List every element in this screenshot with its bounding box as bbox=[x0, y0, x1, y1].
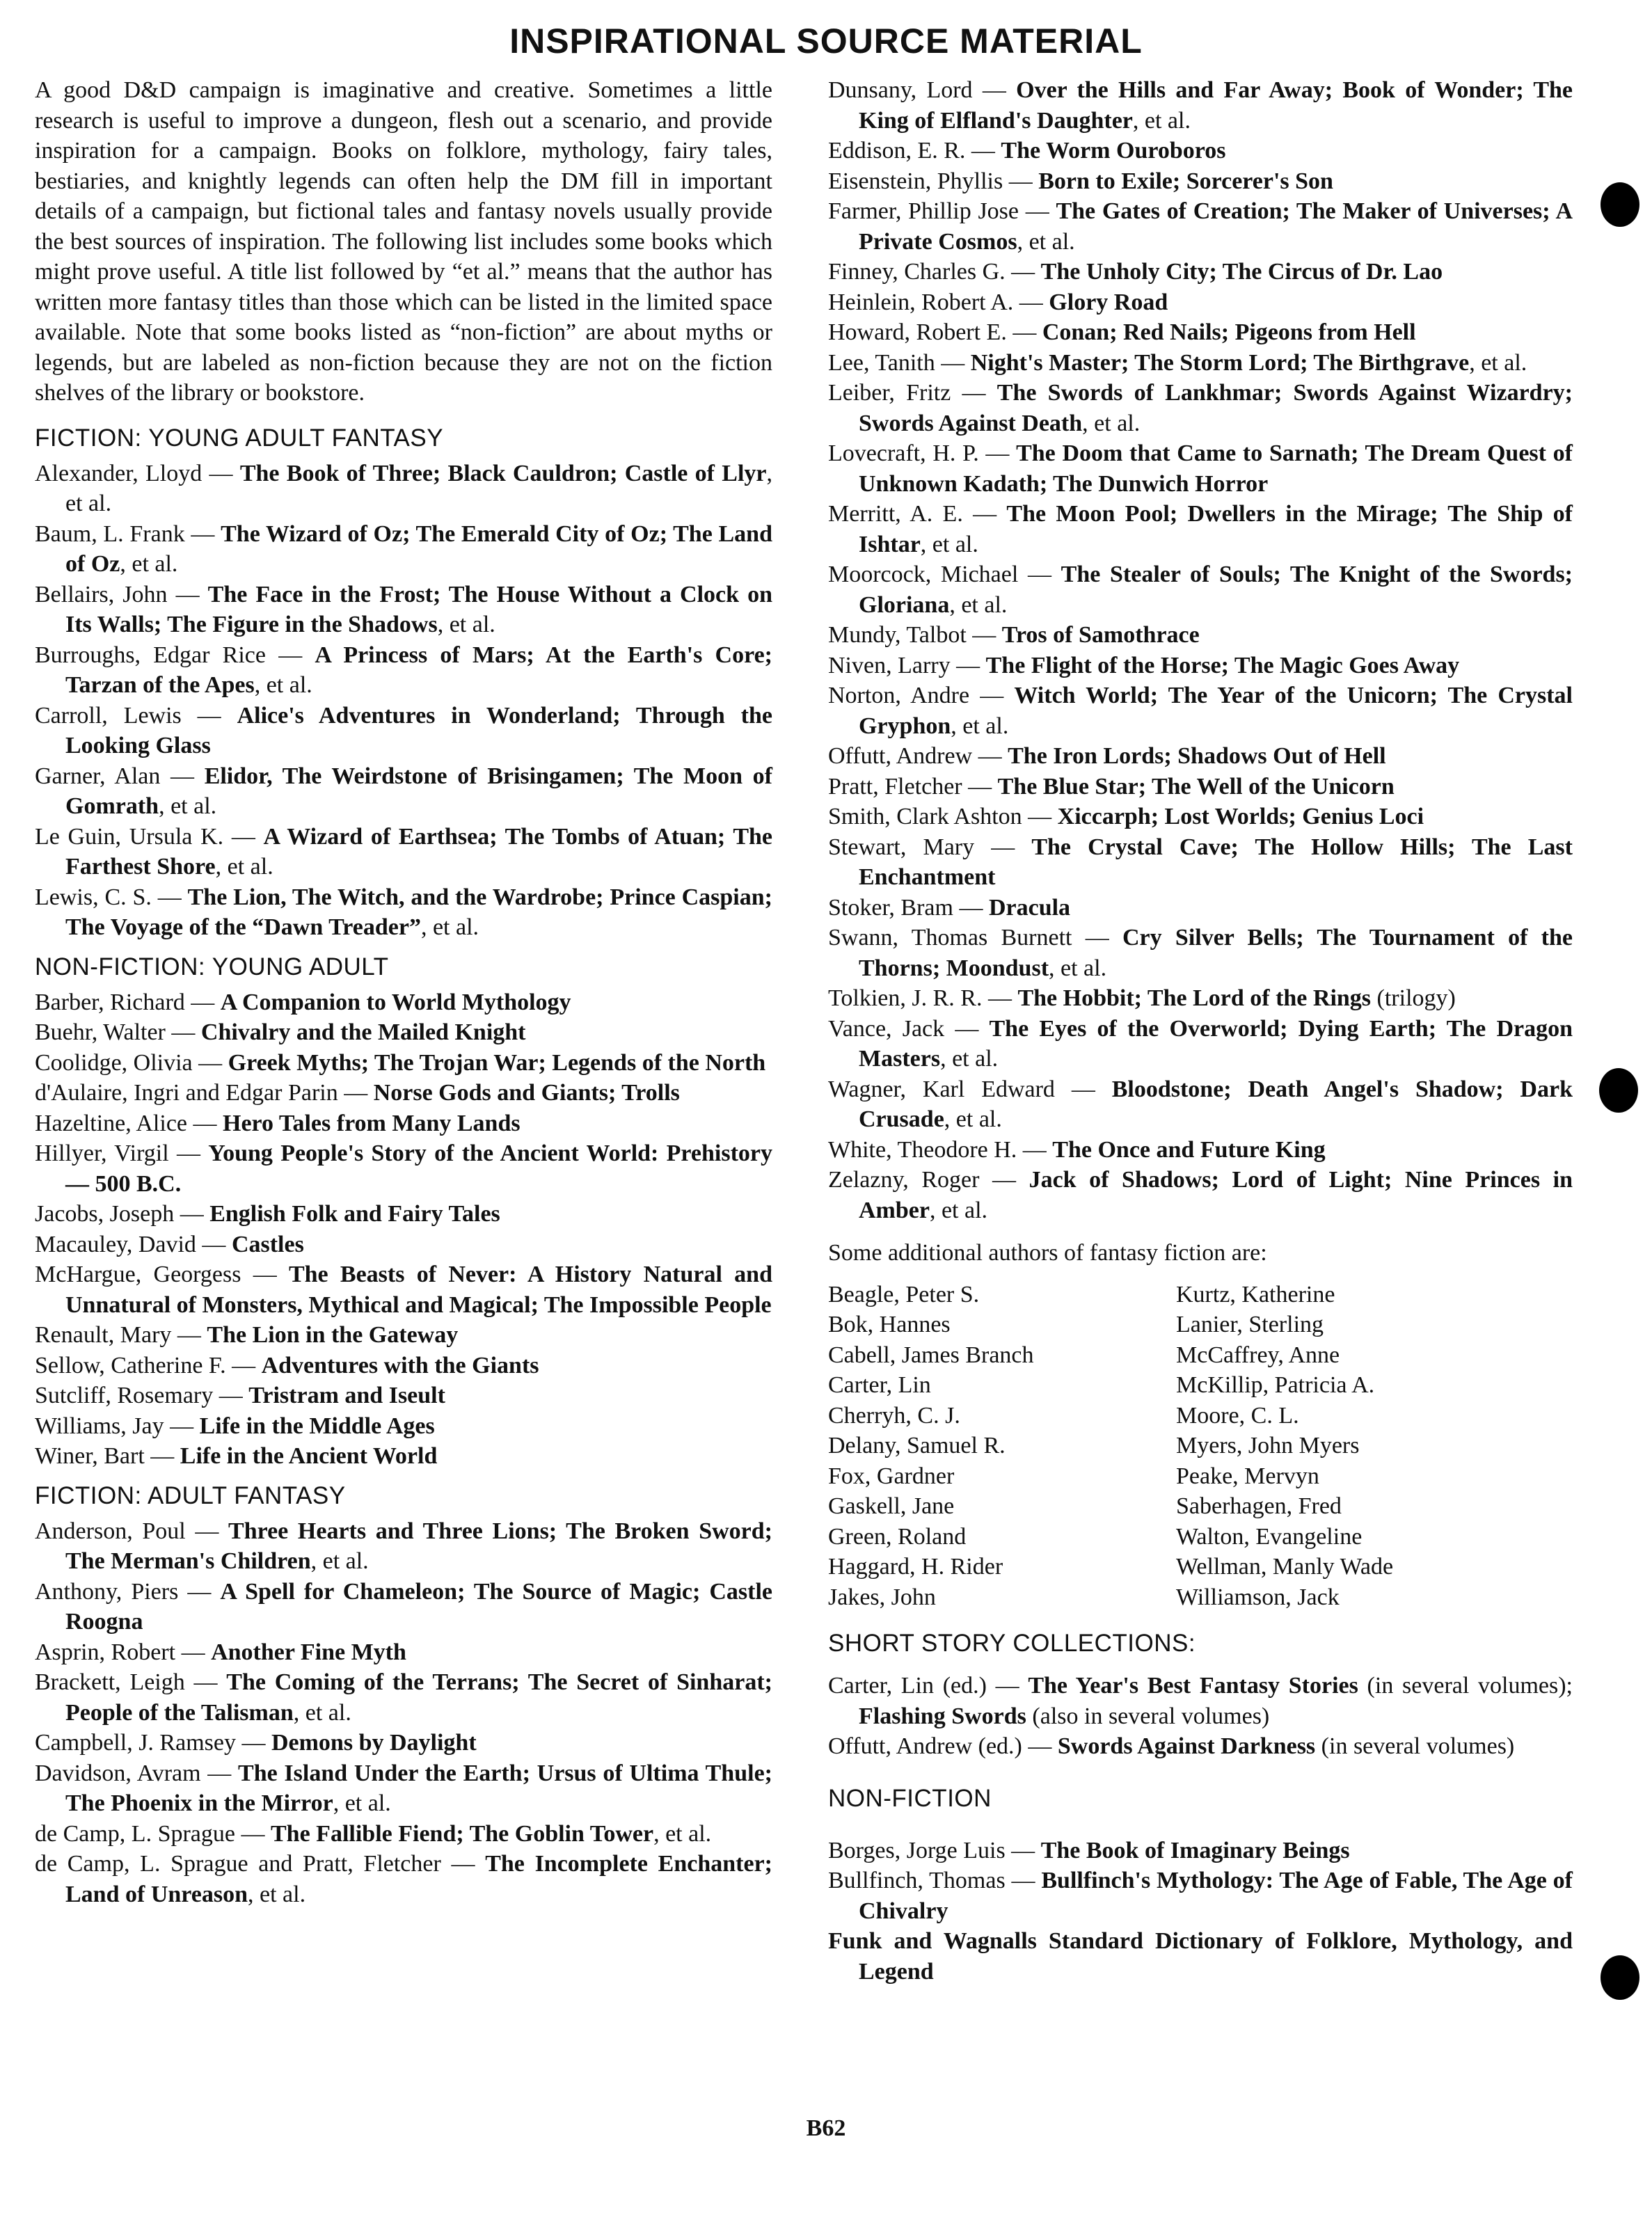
entry-titles: Adventures with the Giants bbox=[261, 1352, 539, 1378]
book-entry bbox=[35, 1138, 772, 1199]
additional-authors-grid bbox=[828, 1280, 1573, 1613]
entry-author: Tolkien, J. R. R. — bbox=[828, 985, 1018, 1011]
additional-author: Lanier, Sterling bbox=[1176, 1312, 1324, 1337]
additional-author: Delany, Samuel R. bbox=[828, 1433, 1006, 1458]
left-sections bbox=[35, 422, 772, 1910]
entry-suffix: , et al. bbox=[215, 854, 273, 880]
entry-suffix: , et al. bbox=[940, 1046, 999, 1072]
book-entry bbox=[828, 348, 1573, 379]
entry-author: White, Theodore H. — bbox=[828, 1136, 1053, 1163]
entry-text: (in several volumes); bbox=[1358, 1673, 1573, 1699]
book-entry bbox=[35, 822, 772, 882]
book-entry bbox=[828, 923, 1573, 983]
entry-author: Leiber, Fritz — bbox=[828, 380, 997, 406]
non-fiction-heading: NON-FICTION bbox=[828, 1784, 992, 1812]
entry-text: (in several volumes) bbox=[1315, 1733, 1515, 1759]
entry-author: Le Guin, Ursula K. — bbox=[35, 823, 264, 850]
entry-titles: The Beasts of Never: A History Natural and Unnatural of Monsters, Mythical and Magical; The Impossible People bbox=[65, 1262, 772, 1318]
additional-author: Bok, Hannes bbox=[828, 1312, 951, 1337]
additional-author: McKillip, Patricia A. bbox=[1176, 1372, 1375, 1398]
entry-author: Anthony, Piers — bbox=[35, 1578, 221, 1605]
book-entry bbox=[35, 640, 772, 701]
entry-author: Alexander, Lloyd — bbox=[35, 460, 240, 486]
book-entry bbox=[35, 580, 772, 640]
entry-titles: Conan; Red Nails; Pigeons from Hell bbox=[1042, 319, 1416, 345]
entry-author: Barber, Richard — bbox=[35, 989, 221, 1015]
entry-author: Finney, Charles G. — bbox=[828, 259, 1041, 285]
book-entry bbox=[828, 1866, 1573, 1926]
additional-author: Green, Roland bbox=[828, 1523, 967, 1550]
entry-suffix: , et al. bbox=[333, 1790, 391, 1816]
page-title: INSPIRATIONAL SOURCE MATERIAL bbox=[509, 22, 1143, 61]
book-entry bbox=[35, 1108, 772, 1139]
entry-titles: Chivalry and the Mailed Knight bbox=[200, 1019, 526, 1045]
entry-titles: The Year's Best Fantasy Stories bbox=[1028, 1673, 1358, 1699]
entry-titles: The Wizard of Oz; The Emerald City of Oz; The Land of Oz bbox=[65, 520, 772, 577]
entry-titles: The Book of Three; Black Cauldron; Castle of Llyr bbox=[239, 460, 767, 486]
section-heading: FICTION: YOUNG ADULT FANTASY bbox=[35, 424, 444, 452]
book-entry bbox=[35, 882, 772, 943]
book-entry bbox=[35, 1758, 772, 1819]
book-entry bbox=[35, 459, 772, 519]
book-entry bbox=[35, 1381, 772, 1411]
entry-titles: Tros of Samothrace bbox=[1001, 622, 1200, 648]
book-entry bbox=[35, 1577, 772, 1637]
book-entry bbox=[828, 1836, 1573, 1866]
entry-titles: The Incomplete Enchanter; Land of Unreason bbox=[65, 1851, 772, 1907]
entry-author: Hazeltine, Alice — bbox=[35, 1110, 223, 1136]
book-entry bbox=[828, 802, 1573, 832]
book-entry bbox=[35, 761, 772, 822]
book-entry bbox=[828, 772, 1573, 802]
book-entry bbox=[828, 1135, 1573, 1166]
entry-suffix: , et al. bbox=[951, 713, 1009, 739]
entry-author: McHargue, Georgess — bbox=[35, 1262, 289, 1287]
additional-authors-right bbox=[1176, 1280, 1524, 1613]
entry-titles: Norse Gods and Giants; Trolls bbox=[373, 1080, 680, 1106]
additional-author: Saberhagen, Fred bbox=[1176, 1493, 1342, 1519]
entry-suffix: , et al. bbox=[929, 1197, 988, 1223]
entry-suffix: , et al. bbox=[653, 1820, 712, 1847]
entry-titles: Night's Master; The Storm Lord; The Birthgrave bbox=[970, 349, 1470, 376]
entry-text: Carter, Lin (ed.) — bbox=[828, 1673, 1028, 1699]
left-column bbox=[35, 75, 772, 1909]
entry-author: Sellow, Catherine F. — bbox=[35, 1352, 262, 1378]
entry-titles: The Doom that Came to Sarnath; The Dream Quest of Unknown Kadath; The Dunwich Horror bbox=[859, 440, 1573, 497]
entry-author: d'Aulaire, Ingri and Edgar Parin — bbox=[35, 1080, 374, 1106]
entry-titles: Three Hearts and Three Lions; The Broken Sword; The Merman's Children bbox=[65, 1518, 772, 1574]
entry-titles: Flashing Swords bbox=[859, 1703, 1026, 1729]
book-entry bbox=[828, 166, 1573, 197]
entry-titles: Life in the Ancient World bbox=[180, 1443, 438, 1469]
binder-hole-top-icon bbox=[1601, 182, 1639, 227]
short-story-heading: SHORT STORY COLLECTIONS: bbox=[828, 1630, 1196, 1657]
additional-author: Fox, Gardner bbox=[828, 1463, 955, 1489]
entry-titles: The Flight of the Horse; The Magic Goes Away bbox=[985, 652, 1460, 678]
entry-author: Offutt, Andrew — bbox=[828, 743, 1008, 769]
entry-author: Carroll, Lewis — bbox=[35, 702, 237, 729]
entry-author: Anderson, Poul — bbox=[35, 1518, 229, 1544]
binder-hole-middle-icon bbox=[1599, 1068, 1638, 1113]
book-entry bbox=[35, 1199, 772, 1230]
book-entry bbox=[828, 893, 1573, 923]
book-entry bbox=[828, 438, 1573, 499]
entry-text: Bullfinch, Thomas — bbox=[828, 1868, 1042, 1893]
entry-suffix: , et al. bbox=[159, 793, 217, 819]
additional-authors-left bbox=[828, 1280, 1176, 1613]
entry-author: Brackett, Leigh — bbox=[35, 1669, 227, 1695]
entry-titles: The Blue Star; The Well of the Unicorn bbox=[997, 773, 1395, 800]
book-entry bbox=[35, 1637, 772, 1668]
entry-titles: A Spell for Chameleon; The Source of Magic; Castle Roogna bbox=[65, 1578, 772, 1635]
entry-titles: Born to Exile; Sorcerer's Son bbox=[1038, 168, 1333, 194]
entry-titles: The Moon Pool; Dwellers in the Mirage; The Ship of Ishtar bbox=[859, 501, 1573, 557]
entry-titles: Jack of Shadows; Lord of Light; Nine Princes in Amber bbox=[859, 1167, 1573, 1223]
entry-titles: The Hobbit; The Lord of the Rings bbox=[1017, 985, 1372, 1011]
book-entry bbox=[828, 317, 1573, 348]
entry-titles: Funk and Wagnalls Standard Dictionary of Folklore, Mythology, and Legend bbox=[828, 1928, 1573, 1985]
additional-author: Jakes, John bbox=[828, 1584, 936, 1610]
book-entry bbox=[828, 1014, 1573, 1074]
entry-titles: The Lion in the Gateway bbox=[207, 1322, 459, 1348]
entry-titles: The Fallible Fiend; The Goblin Tower bbox=[271, 1820, 654, 1847]
entry-suffix: , et al. bbox=[120, 551, 178, 577]
entry-titles: The Once and Future King bbox=[1052, 1136, 1326, 1163]
book-entry bbox=[828, 1671, 1573, 1731]
entry-author: Vance, Jack — bbox=[828, 1015, 990, 1042]
entry-titles: The Crystal Cave; The Hollow Hills; The Last Enchantment bbox=[859, 834, 1573, 890]
entry-author: Smith, Clark Ashton — bbox=[828, 804, 1058, 829]
entry-author: Sutcliff, Rosemary — bbox=[35, 1383, 249, 1408]
book-entry bbox=[35, 1320, 772, 1351]
entry-text: Offutt, Andrew (ed.) — bbox=[828, 1733, 1058, 1759]
book-entry bbox=[828, 136, 1573, 166]
book-entry bbox=[828, 832, 1573, 893]
additional-author: Cabell, James Branch bbox=[828, 1342, 1034, 1368]
entry-text: Borges, Jorge Luis — bbox=[828, 1837, 1041, 1863]
entry-author: Jacobs, Joseph — bbox=[35, 1201, 210, 1227]
book-entry bbox=[35, 1441, 772, 1472]
book-entry bbox=[35, 1411, 772, 1442]
non-fiction-list bbox=[828, 1836, 1573, 1987]
entry-author: Mundy, Talbot — bbox=[828, 622, 1002, 648]
book-entry bbox=[35, 1351, 772, 1381]
entry-author: Garner, Alan — bbox=[35, 763, 205, 789]
book-entry bbox=[828, 983, 1573, 1014]
entry-titles: Cry Silver Bells; The Tournament of the Thorns; Moondust bbox=[859, 925, 1573, 981]
right-column bbox=[828, 75, 1573, 1987]
entry-suffix: , et al. bbox=[944, 1106, 1002, 1132]
book-entry bbox=[828, 499, 1573, 559]
entry-suffix: , et al. bbox=[293, 1699, 351, 1726]
entry-suffix: , et al. bbox=[65, 460, 773, 516]
entry-author: Asprin, Robert — bbox=[35, 1639, 212, 1665]
book-entry bbox=[35, 1048, 772, 1079]
entry-suffix: , et al. bbox=[420, 914, 479, 940]
binder-hole-bottom-icon bbox=[1601, 1955, 1639, 2000]
section-heading: NON-FICTION: YOUNG ADULT bbox=[35, 953, 389, 980]
entry-author: Lewis, C. S. — bbox=[35, 884, 188, 910]
entry-author: Stewart, Mary — bbox=[828, 834, 1032, 860]
additional-author: Myers, John Myers bbox=[1176, 1433, 1360, 1458]
entry-author: Bellairs, John — bbox=[35, 581, 208, 607]
entry-author: Wagner, Karl Edward — bbox=[828, 1076, 1112, 1102]
entry-suffix: , et al. bbox=[310, 1548, 369, 1574]
entry-titles: Glory Road bbox=[1049, 289, 1168, 315]
book-entry bbox=[828, 257, 1573, 287]
section-heading: FICTION: ADULT FANTASY bbox=[35, 1481, 346, 1509]
entry-author: Pratt, Fletcher — bbox=[828, 773, 998, 800]
entry-suffix: , et al. bbox=[949, 591, 1008, 618]
entry-author: Zelazny, Roger — bbox=[828, 1167, 1029, 1193]
entry-titles: Alice's Adventures in Wonderland; Through the Looking Glass bbox=[65, 702, 772, 758]
entry-suffix: , et al. bbox=[1082, 410, 1141, 436]
entry-author: Merritt, A. E. — bbox=[828, 501, 1007, 527]
book-entry bbox=[828, 378, 1573, 438]
entry-author: Howard, Robert E. — bbox=[828, 319, 1042, 345]
page-number: B62 bbox=[806, 2115, 846, 2141]
book-entry bbox=[35, 1259, 772, 1320]
entry-suffix: , et al. bbox=[248, 1881, 306, 1907]
entry-titles: The Eyes of the Overworld; Dying Earth; The Dragon Masters bbox=[859, 1015, 1573, 1072]
entry-author: Lee, Tanith — bbox=[828, 349, 971, 376]
entry-suffix: , et al. bbox=[1017, 228, 1075, 255]
additional-authors-intro: Some additional authors of fantasy fiction are: bbox=[828, 1240, 1267, 1266]
entry-author: Eddison, E. R. — bbox=[828, 138, 1001, 164]
entry-suffix: (trilogy) bbox=[1371, 985, 1456, 1011]
entry-titles: The Lion, The Witch, and the Wardrobe; Prince Caspian; The Voyage of the “Dawn Treader” bbox=[65, 884, 772, 940]
entry-author: Winer, Bart — bbox=[35, 1443, 180, 1469]
entry-author: Hillyer, Virgil — bbox=[35, 1140, 209, 1166]
entry-titles: A Princess of Mars; At the Earth's Core; Tarzan of the Apes bbox=[65, 642, 772, 698]
entry-titles: A Wizard of Earthsea; The Tombs of Atuan; The Farthest Shore bbox=[65, 823, 772, 880]
entry-author: Davidson, Avram — bbox=[35, 1760, 239, 1786]
entry-author: Williams, Jay — bbox=[35, 1413, 200, 1439]
entry-titles: The Iron Lords; Shadows Out of Hell bbox=[1008, 743, 1386, 769]
additional-author: Gaskell, Jane bbox=[828, 1493, 955, 1519]
additional-author: Kurtz, Katherine bbox=[1176, 1281, 1335, 1307]
entry-titles: Another Fine Myth bbox=[211, 1639, 406, 1665]
book-entry bbox=[828, 1165, 1573, 1225]
additional-author: Peake, Mervyn bbox=[1176, 1463, 1319, 1489]
book-entry bbox=[35, 1230, 772, 1260]
entry-titles: Dracula bbox=[988, 894, 1071, 921]
additional-author: Haggard, H. Rider bbox=[828, 1554, 1003, 1580]
book-entry bbox=[828, 1731, 1573, 1762]
entry-titles: The Worm Ouroboros bbox=[1001, 138, 1226, 164]
entry-author: Norton, Andre — bbox=[828, 683, 1015, 708]
entry-author: Coolidge, Olivia — bbox=[35, 1049, 228, 1076]
book-entry bbox=[35, 1078, 772, 1108]
entry-suffix: , et al. bbox=[920, 531, 978, 557]
entry-titles: The Face in the Frost; The House Without a Clock on Its Walls; The Figure in the Shadows bbox=[65, 581, 773, 637]
entry-author: Swann, Thomas Burnett — bbox=[828, 925, 1122, 951]
entry-author: Baum, L. Frank — bbox=[35, 520, 221, 547]
entry-author: de Camp, L. Sprague — bbox=[35, 1820, 271, 1847]
book-entry bbox=[828, 287, 1573, 318]
additional-author: Wellman, Manly Wade bbox=[1176, 1554, 1394, 1580]
entry-titles: Bullfinch's Mythology: The Age of Fable, The Age of Chivalry bbox=[859, 1868, 1573, 1924]
additional-author: Williamson, Jack bbox=[1176, 1584, 1340, 1610]
entry-titles: Life in the Middle Ages bbox=[199, 1413, 435, 1439]
book-entry bbox=[35, 1516, 772, 1577]
book-entry bbox=[828, 1074, 1573, 1135]
entry-suffix: , et al. bbox=[1469, 349, 1527, 376]
book-entry bbox=[828, 741, 1573, 772]
entry-titles: Young People's Story of the Ancient World: Prehistory — 500 B.C. bbox=[65, 1140, 773, 1197]
entry-titles: The Unholy City; The Circus of Dr. Lao bbox=[1040, 259, 1443, 285]
book-entry bbox=[35, 987, 772, 1018]
entry-suffix: , et al. bbox=[254, 672, 312, 698]
entry-author: Lovecraft, H. P. — bbox=[828, 440, 1017, 466]
book-entry bbox=[828, 196, 1573, 257]
entry-author: Eisenstein, Phyllis — bbox=[828, 168, 1039, 194]
entry-titles: The Swords of Lankhmar; Swords Against Wizardry; Swords Against Death bbox=[859, 380, 1573, 436]
entry-titles: Castles bbox=[231, 1231, 304, 1257]
book-entry bbox=[828, 620, 1573, 651]
additional-author: McCaffrey, Anne bbox=[1176, 1342, 1340, 1368]
short-story-list bbox=[828, 1671, 1573, 1762]
book-entry bbox=[35, 1017, 772, 1048]
book-entry bbox=[828, 651, 1573, 681]
entry-author: de Camp, L. Sprague and Pratt, Fletcher — bbox=[35, 1851, 486, 1877]
entry-author: Renault, Mary — bbox=[35, 1322, 207, 1348]
entry-titles: Elidor, The Weirdstone of Brisingamen; The Moon of Gomrath bbox=[65, 763, 772, 819]
entry-author: Dunsany, Lord — bbox=[828, 77, 1017, 103]
entry-titles: Witch World; The Year of the Unicorn; The Crystal Gryphon bbox=[859, 683, 1573, 739]
book-entry bbox=[35, 1819, 772, 1850]
entry-titles: Demons by Daylight bbox=[271, 1730, 477, 1756]
entry-suffix: , et al. bbox=[1049, 955, 1107, 981]
entry-author: Campbell, J. Ramsey — bbox=[35, 1730, 271, 1756]
book-entry bbox=[35, 519, 772, 580]
entry-author: Heinlein, Robert A. — bbox=[828, 289, 1049, 315]
entry-author: Burroughs, Edgar Rice — bbox=[35, 642, 315, 668]
entry-titles: The Stealer of Souls; The Knight of the Swords; Gloriana bbox=[859, 562, 1573, 618]
intro-paragraph: A good D&D campaign is imaginative and creative. Sometimes a little research is useful to improve a dungeon, flesh out a scenario, and provide inspiration for a campaign. Books on folklore, mythology, fairy tales, bestiaries, and knightly legends can often help the DM fill in important details of a campaign, but fictional tales and fantasy novels usually provide the best sources of inspiration. The following list includes some books which might prove useful. A title list followed by “et al.” means that the author has written more fantasy titles than those which can be listed in the limited space available. Note that some books listed as “non-fiction” are about myths or legends, but are labeled as non-fiction because they are not on the fiction shelves of the library or bookstore. bbox=[35, 77, 772, 406]
additional-author: Cherryh, C. J. bbox=[828, 1402, 960, 1429]
book-entry bbox=[828, 75, 1573, 136]
entry-author: Buehr, Walter — bbox=[35, 1019, 201, 1045]
entry-text: (also in several volumes) bbox=[1026, 1703, 1270, 1729]
entry-titles: Bloodstone; Death Angel's Shadow; Dark Crusade bbox=[859, 1076, 1573, 1132]
entry-author: Farmer, Phillip Jose — bbox=[828, 198, 1056, 224]
adult-fantasy-continued-list bbox=[828, 75, 1573, 1225]
entry-author: Moorcock, Michael — bbox=[828, 562, 1061, 587]
entry-titles: The Island Under the Earth; Ursus of Ultima Thule; The Phoenix in the Mirror bbox=[65, 1760, 772, 1816]
entry-titles: The Book of Imaginary Beings bbox=[1040, 1837, 1350, 1863]
book-entry bbox=[35, 1728, 772, 1758]
book-entry bbox=[828, 681, 1573, 741]
entry-titles: The Coming of the Terrans; The Secret of Sinharat; People of the Talisman bbox=[65, 1669, 772, 1726]
entry-author: Niven, Larry — bbox=[828, 652, 986, 678]
entry-titles: Tristram and Iseult bbox=[248, 1383, 445, 1408]
entry-titles: English Folk and Fairy Tales bbox=[209, 1201, 500, 1227]
entry-titles: Over the Hills and Far Away; Book of Wonder; The King of Elfland's Daughter bbox=[859, 77, 1573, 134]
entry-titles: Greek Myths; The Trojan War; Legends of the North bbox=[228, 1049, 766, 1076]
book-entry bbox=[35, 1667, 772, 1728]
entry-titles: Xiccarph; Lost Worlds; Genius Loci bbox=[1057, 804, 1424, 829]
additional-author: Beagle, Peter S. bbox=[828, 1281, 980, 1307]
additional-author: Walton, Evangeline bbox=[1176, 1523, 1363, 1550]
entry-titles: Swords Against Darkness bbox=[1057, 1733, 1316, 1759]
entry-suffix: , et al. bbox=[1132, 107, 1191, 134]
entry-author: Macauley, David — bbox=[35, 1231, 232, 1257]
additional-author: Moore, C. L. bbox=[1176, 1402, 1299, 1429]
book-entry bbox=[35, 1849, 772, 1909]
book-entry bbox=[828, 559, 1573, 620]
entry-suffix: , et al. bbox=[437, 612, 495, 637]
book-entry bbox=[35, 701, 772, 761]
additional-author: Carter, Lin bbox=[828, 1372, 931, 1398]
entry-titles: Hero Tales from Many Lands bbox=[223, 1110, 521, 1136]
book-entry bbox=[828, 1926, 1573, 1987]
entry-titles: The Gates of Creation; The Maker of Universes; A Private Cosmos bbox=[859, 198, 1573, 255]
entry-titles: A Companion to World Mythology bbox=[220, 989, 571, 1015]
entry-author: Stoker, Bram — bbox=[828, 894, 989, 921]
